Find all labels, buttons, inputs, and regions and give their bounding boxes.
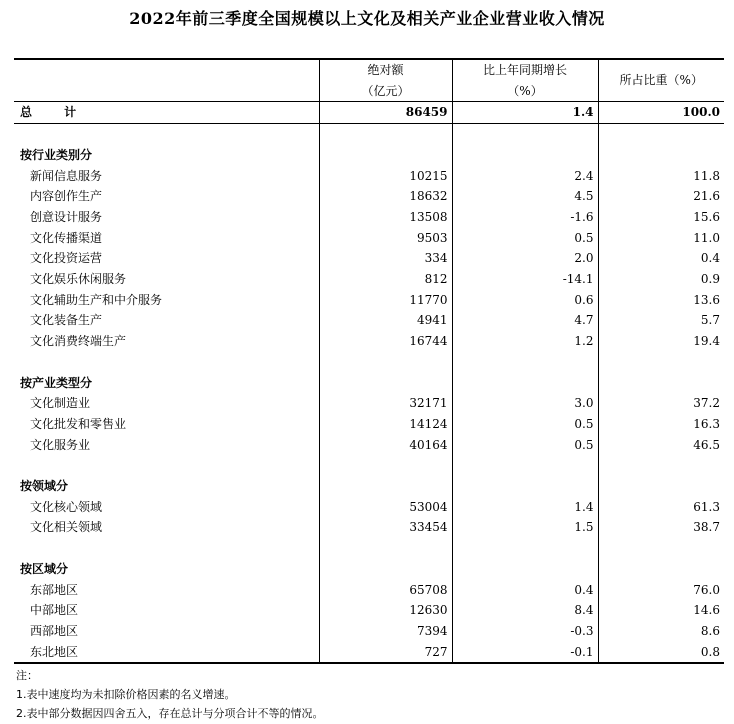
empty-cell xyxy=(598,476,724,497)
row-value: 7394 xyxy=(319,621,452,642)
row-share: 46.5 xyxy=(598,435,724,456)
table-row xyxy=(14,248,724,269)
row-share: 0.9 xyxy=(598,269,724,290)
row-growth: 0.5 xyxy=(452,435,598,456)
row-share: 0.4 xyxy=(598,248,724,269)
spacer-cell xyxy=(598,352,724,373)
table-row xyxy=(14,228,724,249)
row-value: 13508 xyxy=(319,207,452,228)
row-share: 38.7 xyxy=(598,517,724,538)
table-row xyxy=(14,393,724,414)
row-label: 西部地区 xyxy=(30,623,79,638)
group-title: 按领域分 xyxy=(20,479,69,494)
row-value: 18632 xyxy=(319,186,452,207)
table-row xyxy=(14,642,724,664)
row-label: 文化传播渠道 xyxy=(30,230,103,245)
row-label: 创意设计服务 xyxy=(30,209,103,224)
total-share: 100.0 xyxy=(598,102,724,124)
spacer-cell xyxy=(14,124,319,145)
empty-cell xyxy=(319,373,452,394)
row-label: 文化辅助生产和中介服务 xyxy=(30,292,163,307)
table-row xyxy=(14,166,724,187)
table-row xyxy=(14,207,724,228)
spacer-row xyxy=(14,538,724,559)
table-header xyxy=(14,59,724,102)
spacer-cell xyxy=(452,352,598,373)
note-item: 2.表中部分数据因四舍五入，存在总计与分项合计不等的情况。 xyxy=(16,707,324,720)
row-growth: 1.4 xyxy=(452,497,598,518)
row-share: 61.3 xyxy=(598,497,724,518)
group-heading-row xyxy=(14,373,724,394)
row-growth: 1.5 xyxy=(452,517,598,538)
row-growth: 0.5 xyxy=(452,228,598,249)
row-value: 4941 xyxy=(319,310,452,331)
row-value: 334 xyxy=(319,248,452,269)
row-value: 11770 xyxy=(319,290,452,311)
row-label: 文化投资运营 xyxy=(30,251,103,266)
table-row xyxy=(14,186,724,207)
table-row xyxy=(14,414,724,435)
row-growth: 8.4 xyxy=(452,600,598,621)
spacer-cell xyxy=(14,455,319,476)
table-row xyxy=(14,331,724,352)
spacer-cell xyxy=(452,124,598,145)
spacer-row xyxy=(14,455,724,476)
row-value: 727 xyxy=(319,642,452,664)
group-heading-row xyxy=(14,476,724,497)
row-label: 内容创作生产 xyxy=(30,189,103,204)
row-value: 10215 xyxy=(319,166,452,187)
spacer-cell xyxy=(598,124,724,145)
spacer-cell xyxy=(14,538,319,559)
row-growth: -0.1 xyxy=(452,642,598,664)
total-row xyxy=(14,102,724,124)
spacer-cell xyxy=(319,455,452,476)
spacer-cell xyxy=(598,538,724,559)
empty-cell xyxy=(452,559,598,580)
row-value: 14124 xyxy=(319,414,452,435)
spacer-cell xyxy=(14,352,319,373)
row-value: 33454 xyxy=(319,517,452,538)
empty-cell xyxy=(319,145,452,166)
row-share: 19.4 xyxy=(598,331,724,352)
spacer-cell xyxy=(452,538,598,559)
row-growth: 0.4 xyxy=(452,580,598,601)
total-growth: 1.4 xyxy=(452,102,598,124)
row-label: 文化装备生产 xyxy=(30,313,103,328)
row-growth: 0.5 xyxy=(452,414,598,435)
row-label: 文化制造业 xyxy=(30,396,91,411)
row-label: 东部地区 xyxy=(30,582,79,597)
table-row xyxy=(14,497,724,518)
table-row xyxy=(14,517,724,538)
table-row xyxy=(14,435,724,456)
row-value: 40164 xyxy=(319,435,452,456)
row-share: 13.6 xyxy=(598,290,724,311)
row-label: 文化相关领域 xyxy=(30,520,103,535)
row-label: 文化核心领域 xyxy=(30,499,103,514)
group-title: 按行业类别分 xyxy=(20,147,93,162)
table-row xyxy=(14,580,724,601)
page-title: 2022年前三季度全国规模以上文化及相关产业企业营业收入情况 xyxy=(129,9,605,28)
row-growth: -14.1 xyxy=(452,269,598,290)
notes-heading: 注： xyxy=(16,669,38,682)
row-growth: 4.7 xyxy=(452,310,598,331)
revenue-table xyxy=(14,58,724,664)
row-value: 9503 xyxy=(319,228,452,249)
row-label: 东北地区 xyxy=(14,642,319,664)
row-label: 中部地区 xyxy=(30,603,79,618)
table-row xyxy=(14,310,724,331)
table-row xyxy=(14,290,724,311)
row-share: 5.7 xyxy=(598,310,724,331)
row-growth: 1.2 xyxy=(452,331,598,352)
row-share: 16.3 xyxy=(598,414,724,435)
row-value: 32171 xyxy=(319,393,452,414)
empty-cell xyxy=(452,373,598,394)
empty-cell xyxy=(452,476,598,497)
empty-cell xyxy=(598,145,724,166)
empty-cell xyxy=(452,145,598,166)
row-share: 15.6 xyxy=(598,207,724,228)
note-item: 1.表中速度均为未扣除价格因素的名义增速。 xyxy=(16,688,236,701)
header-share: 所占比重（%） xyxy=(598,59,724,102)
header-growth: 比上年同期增长 （%） xyxy=(452,59,598,102)
spacer-cell xyxy=(319,124,452,145)
row-share: 11.0 xyxy=(598,228,724,249)
spacer-cell xyxy=(319,538,452,559)
spacer-cell xyxy=(598,455,724,476)
row-share: 37.2 xyxy=(598,393,724,414)
group-heading-row xyxy=(14,559,724,580)
row-share: 21.6 xyxy=(598,186,724,207)
table-body xyxy=(14,102,724,663)
row-value: 812 xyxy=(319,269,452,290)
group-title: 按产业类型分 xyxy=(20,375,93,390)
total-value: 86459 xyxy=(319,102,452,124)
group-title: 按区域分 xyxy=(20,561,69,576)
row-growth: 0.6 xyxy=(452,290,598,311)
empty-cell xyxy=(319,476,452,497)
row-label: 文化批发和零售业 xyxy=(30,416,127,431)
row-label: 文化服务业 xyxy=(30,437,91,452)
total-label: 总 计 xyxy=(14,102,319,124)
empty-cell xyxy=(598,559,724,580)
empty-cell xyxy=(598,373,724,394)
row-share: 0.8 xyxy=(598,642,724,664)
row-label: 文化娱乐休闲服务 xyxy=(30,272,127,287)
table-row xyxy=(14,600,724,621)
table-row xyxy=(14,269,724,290)
footnotes xyxy=(16,666,324,723)
row-share: 76.0 xyxy=(598,580,724,601)
spacer-row xyxy=(14,124,724,145)
header-absolute-value: 绝对额 （亿元） xyxy=(319,59,452,102)
spacer-cell xyxy=(319,352,452,373)
spacer-row xyxy=(14,352,724,373)
row-growth: -1.6 xyxy=(452,207,598,228)
header-blank xyxy=(14,59,319,102)
row-share: 14.6 xyxy=(598,600,724,621)
row-value: 53004 xyxy=(319,497,452,518)
row-growth: 2.4 xyxy=(452,166,598,187)
table-row xyxy=(14,621,724,642)
row-value: 12630 xyxy=(319,600,452,621)
row-label: 文化消费终端生产 xyxy=(30,334,127,349)
row-growth: -0.3 xyxy=(452,621,598,642)
row-share: 8.6 xyxy=(598,621,724,642)
row-share: 11.8 xyxy=(598,166,724,187)
row-label: 新闻信息服务 xyxy=(30,168,103,183)
empty-cell xyxy=(319,559,452,580)
row-value: 65708 xyxy=(319,580,452,601)
row-value: 16744 xyxy=(319,331,452,352)
row-growth: 3.0 xyxy=(452,393,598,414)
group-heading-row xyxy=(14,145,724,166)
row-growth: 2.0 xyxy=(452,248,598,269)
row-growth: 4.5 xyxy=(452,186,598,207)
spacer-cell xyxy=(452,455,598,476)
